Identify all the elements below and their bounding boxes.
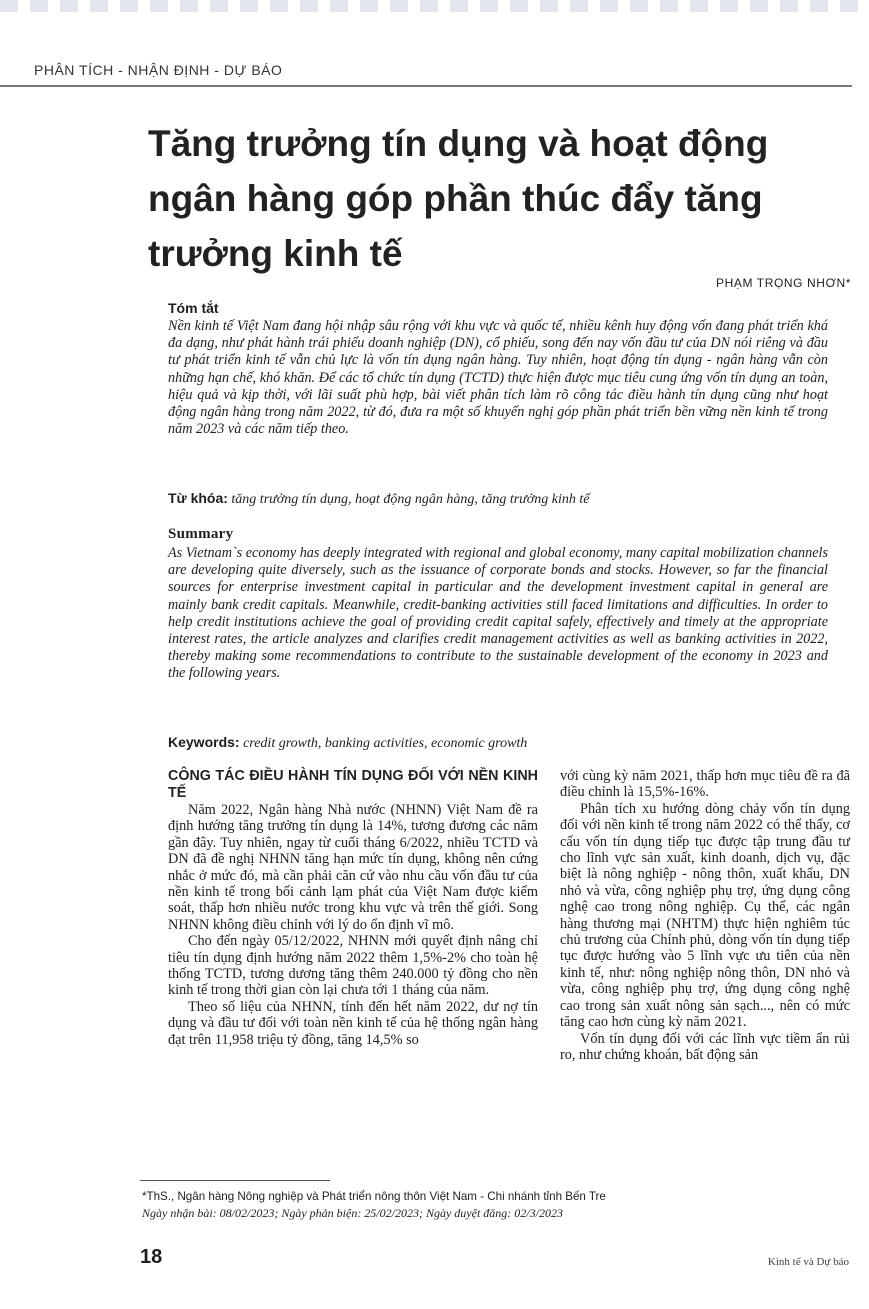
footnote-dates: Ngày nhận bài: 08/02/2023; Ngày phản biện: 25/02/2023; Ngày duyệt đăng: 02/3/2023 bbox=[142, 1206, 563, 1220]
abstract-english bbox=[168, 526, 828, 683]
footnote-affiliation: *ThS., Ngân hàng Nông nghiệp và Phát triển nông thôn Việt Nam - Chi nhánh tỉnh Bến Tre bbox=[142, 1190, 606, 1203]
top-decorative-strip bbox=[0, 0, 869, 12]
footnote bbox=[142, 1188, 842, 1222]
body-paragraph: Vốn tín dụng đối với các lĩnh vực tiềm ẩn rủi ro, như chứng khoán, bất động sản bbox=[560, 1030, 850, 1063]
body-paragraph: Năm 2022, Ngân hàng Nhà nước (NHNN) Việt Nam đề ra định hướng tăng trưởng tín dụng là 14%, tương đương các năm gần đây. Tuy nhiên, ngay từ cuối tháng 6/2022, nhiều TCTD và DN đã đề nghị NHNN tăng hạn mức tín dụng, không nên cứng nhắc ở mức đó, mà cần phải căn cứ vào nhu cầu vốn đầu tư của nền kinh tế trong bối cảnh lạm phát của Việt Nam được kiểm soát, thấp hơn nhiều nước trong khu vực và trên thế giới. Song NHNN không điều chỉnh với lý do ổn định vĩ mô. bbox=[168, 802, 538, 933]
keywords-en-text: credit growth, banking activities, economic growth bbox=[243, 736, 528, 751]
keywords-vietnamese bbox=[168, 490, 828, 508]
section-label: PHÂN TÍCH - NHẬN ĐỊNH - DỰ BÁO bbox=[34, 62, 283, 78]
abstract-vi-heading: Tóm tắt bbox=[168, 300, 219, 316]
keywords-vi-label: Từ khóa: bbox=[168, 490, 228, 506]
abstract-vi-text: Nền kinh tế Việt Nam đang hội nhập sâu rộng với khu vực và quốc tế, nhiều kênh huy động vốn đang phát triển khá đa dạng, như phát hành trái phiếu doanh nghiệp (DN), cổ phiếu, song đến nay vốn đầu tư của DN nói riêng và đầu tư phát triển kinh tế vẫn chủ lực là vốn tín dụng ngân hàng. Tuy nhiên, hoạt động tín dụng - ngân hàng vẫn còn những hạn chế, khó khăn. Để các tổ chức tín dụng (TCTD) thực hiện được mục tiêu cung ứng vốn tín dụng an toàn, hiệu quả và kịp thời, với lãi suất phù hợp, bài viết phân tích làm rõ công tác điều hành tín dụng cũng như hoạt động ngân hàng trong năm 2022, từ đó, đưa ra một số khuyến nghị góp phần phát triển bền vững nền kinh tế trong năm 2023 và các năm tiếp theo. bbox=[168, 318, 828, 438]
keywords-english bbox=[168, 734, 828, 752]
keywords-en-label: Keywords: bbox=[168, 734, 240, 750]
section-heading: CÔNG TÁC ĐIỀU HÀNH TÍN DỤNG ĐỐI VỚI NỀN KINH TẾ bbox=[168, 768, 538, 801]
journal-name: Kinh tế và Dự báo bbox=[767, 1256, 849, 1268]
header-rule bbox=[0, 85, 852, 87]
body-paragraph: Cho đến ngày 05/12/2022, NHNN mới quyết định nâng chỉ tiêu tín dụng định hướng năm 2022 thêm 1,5%-2% cho toàn hệ thống TCTD, tương dương tăng thêm 240.000 tỷ đồng cho nền kinh tế trong thời gian còn lại chưa tới 1 tháng của năm. bbox=[168, 933, 538, 999]
author-name: PHẠM TRỌNG NHƠN* bbox=[715, 276, 851, 290]
abstract-en-heading: Summary bbox=[168, 526, 234, 542]
keywords-vi-text: tăng trưởng tín dụng, hoạt động ngân hàng, tăng trưởng kinh tế bbox=[231, 492, 590, 507]
abstract-vietnamese bbox=[168, 300, 828, 438]
footnote-rule bbox=[140, 1180, 330, 1181]
body-right-column bbox=[560, 768, 850, 1063]
body-left-column bbox=[168, 768, 538, 1048]
page-number: 18 bbox=[140, 1246, 163, 1268]
body-paragraph-continuation: với cùng kỳ năm 2021, thấp hơn mục tiêu đề ra đã điều chỉnh là 15,5%-16%. bbox=[560, 768, 850, 801]
body-paragraph: Phân tích xu hướng dòng chảy vốn tín dụng đối với nền kinh tế trong năm 2022 có thể thấy, cơ cấu vốn tín dụng tiếp tục được tập trung đầu tư cho lĩnh vực sản xuất, kinh doanh, dịch vụ, đặc biệt là nông nghiệp - nông thôn, xuất khẩu, DN nhỏ và vừa, công nghiệp phụ trợ, ứng dụng công nghệ cao trong nông nghiệp. Cụ thể, các ngân hàng thương mại (NHTM) thực hiện nghiêm túc chủ trương của Chính phủ, dòng vốn tín dụng tiếp tục được hướng vào 5 lĩnh vực ưu tiên của nền kinh tế, như: nông nghiệp nông thôn, DN nhỏ và vừa, công nghiệp phụ trợ, ứng dụng công nghệ cao trong sản xuất nông sản sạch..., nên có mức tăng cao hơn cùng kỳ năm 2021. bbox=[560, 800, 850, 1031]
body-paragraph: Theo số liệu của NHNN, tính đến hết năm 2022, dư nợ tín dụng và đầu tư đối với toàn nền kinh tế của hệ thống ngân hàng đạt trên 11,958 triệu tỷ đồng, tăng 14,5% so bbox=[168, 998, 538, 1048]
abstract-en-text: As Vietnam`s economy has deeply integrated with regional and global economy, many capital mobilization channels are developing quite diversely, such as the issuance of corporate bonds and stocks. However, so far the financial sources for enterprise investment capital in particular and the development investment capital in general are mainly bank credit capitals. Meanwhile, credit-banking activities still faced limitations and difficulties. In order to help credit institutions achieve the goal of providing credit capital safely, effectively and timely at the appropriate interest rates, the article analyzes and clarifies credit management activities as well as banking activities in 2022, thereby making some recommendations to contribute to the sustainable development of the economy in 2023 and the following years. bbox=[168, 545, 829, 682]
article-title: Tăng trưởng tín dụng và hoạt động ngân hàng góp phần thúc đẩy tăng trưởng kinh tế bbox=[148, 123, 769, 274]
